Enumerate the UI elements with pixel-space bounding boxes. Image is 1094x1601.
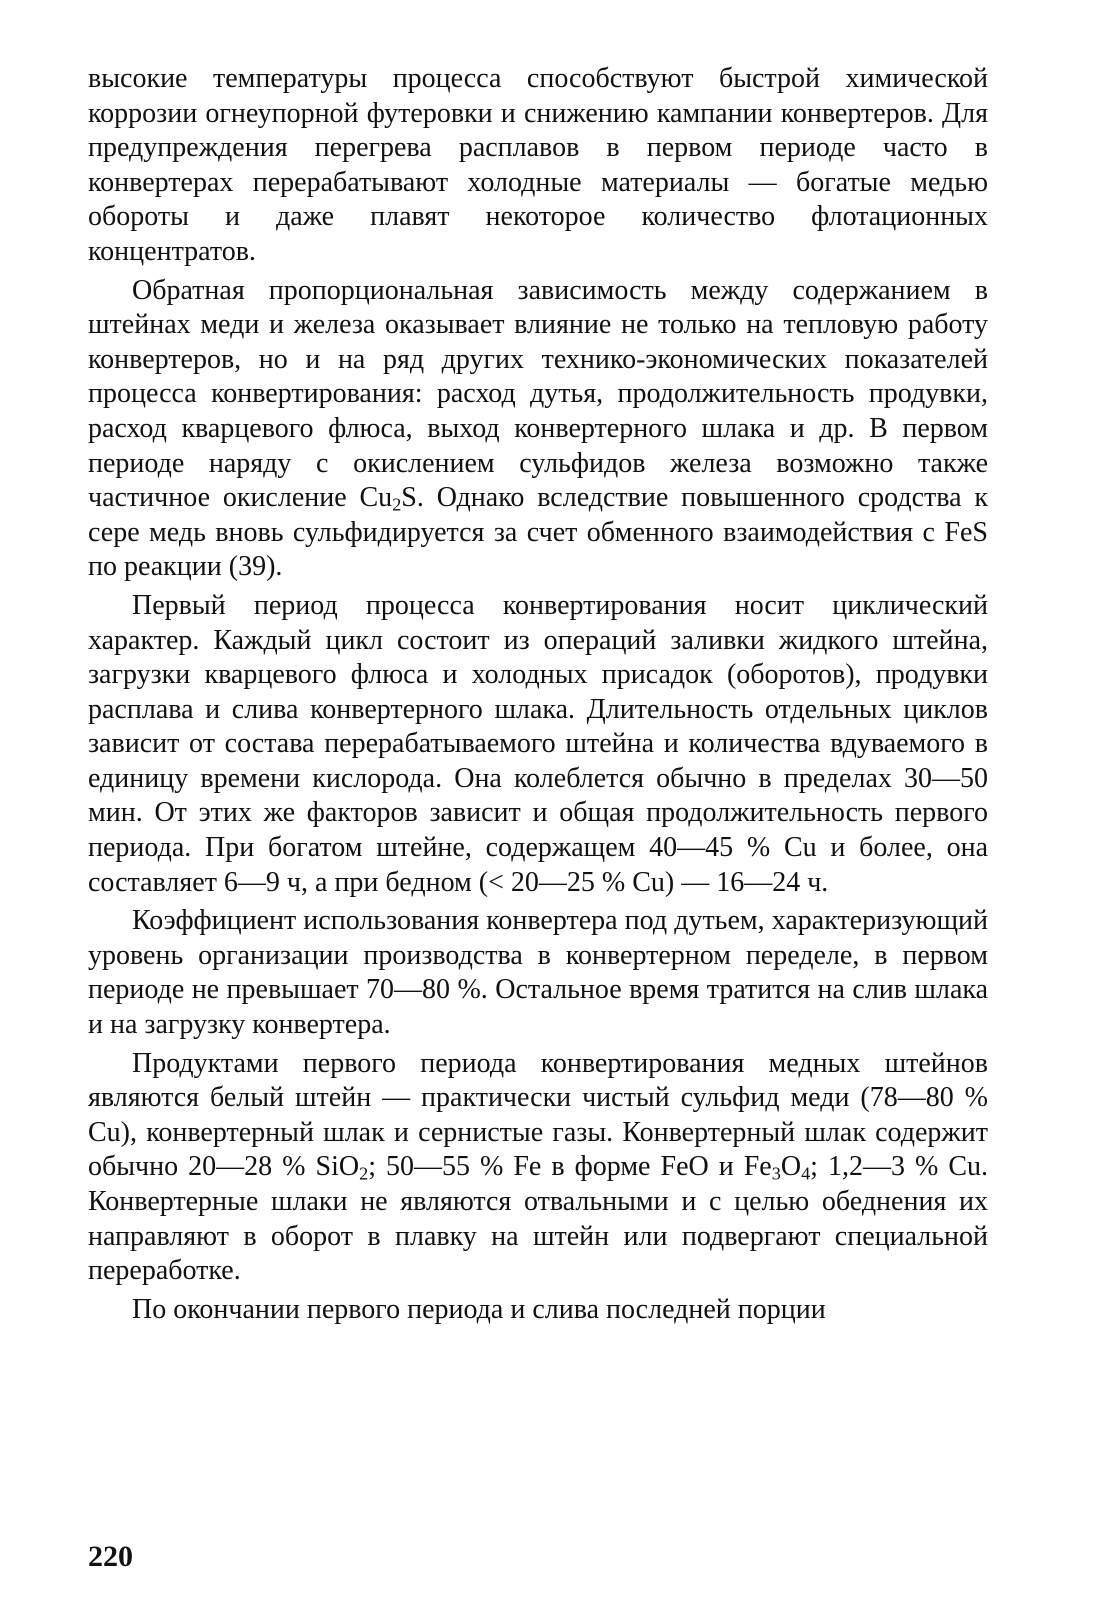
subscript: 2	[359, 1163, 369, 1184]
paragraph-6	[88, 1293, 988, 1328]
text-segment: высокие температуры процесса способствуют быстрой химической коррозии огнеупорной футеровки и снижению кампании конвертеров. Для предупреждения перегрева расплавов в первом периоде часто в конвертерах перерабатывают холодные материалы — богатые медью обороты и даже плавят некоторое количество флотационных концентратов.	[88, 63, 988, 267]
text-segment: По окончании первого периода и слива последней порции	[132, 1293, 826, 1325]
text-segment: Продуктами первого периода конвертирования медных штейнов являются белый штейн — практически чистый сульфид меди (78—80 % Cu), конвертерный шлак и сернистые газы. Конвертерный шлак содержит обычно 20—28 % SiO	[88, 1047, 988, 1183]
text-segment: ; 1,2—3 % Cu. Конвертерные шлаки не являются отвальными и с целью обеднения их направляют в оборот в плавку на штейн или подвергают специальной переработке.	[88, 1151, 988, 1287]
text-segment: Обратная пропорциональная зависимость между содержанием в штейнах меди и железа оказывает влияние не только на тепловую работу конвертеров, но и на ряд других технико-экономических показателей процесса конвертирования: расход дутья, продолжительность продувки, расход кварцевого флюса, выход конвертерного шлака и др. В первом периоде наряду с окислением сульфидов железа возможно также частичное окисление Cu	[88, 274, 988, 514]
subscript: 2	[392, 494, 402, 515]
page-number: 220	[88, 1540, 133, 1573]
text-segment: Коэффициент использования конвертера под дутьем, характеризующий уровень организации производства в конвертерном переделе, в первом периоде не превышает 70—80 %. Остальное время тратится на слив шлака и на загрузку конвертера.	[88, 905, 988, 1041]
subscript: 4	[801, 1163, 811, 1184]
paragraph-4	[88, 904, 988, 1042]
paragraph-3	[88, 589, 988, 900]
subscript: 3	[771, 1163, 781, 1184]
text-segment: O	[780, 1151, 802, 1183]
text-segment: Первый период процесса конвертирования носит циклический характер. Каждый цикл состоит из операций заливки жидкого штейна, загрузки кварцевого флюса и холодных присадок (оборотов), продувки расплава и слива конвертерного шлака. Длительность отдельных циклов зависит от состава перерабатываемого штейна и количества вдуваемого в единицу времени кислорода. Она колеблется обычно в пределах 30—50 мин. От этих же факторов зависит и общая продолжительность первого периода. При богатом штейне, содержащем 40—45 % Cu и более, она составляет 6—9 ч, а при бедном (< 20—25 % Cu) — 16—24 ч.	[88, 589, 988, 898]
paragraph-2	[88, 274, 988, 585]
text-segment: S. Однако вследствие повышенного сродства к сере медь вновь сульфидируется за счет обменного взаимодействия с FeS по реакции (39).	[88, 482, 989, 583]
paragraph-1	[88, 62, 988, 270]
page-body	[88, 62, 988, 1331]
text-segment: ; 50—55 % Fe в форме FeO и Fe	[368, 1151, 772, 1183]
paragraph-5	[88, 1047, 988, 1289]
